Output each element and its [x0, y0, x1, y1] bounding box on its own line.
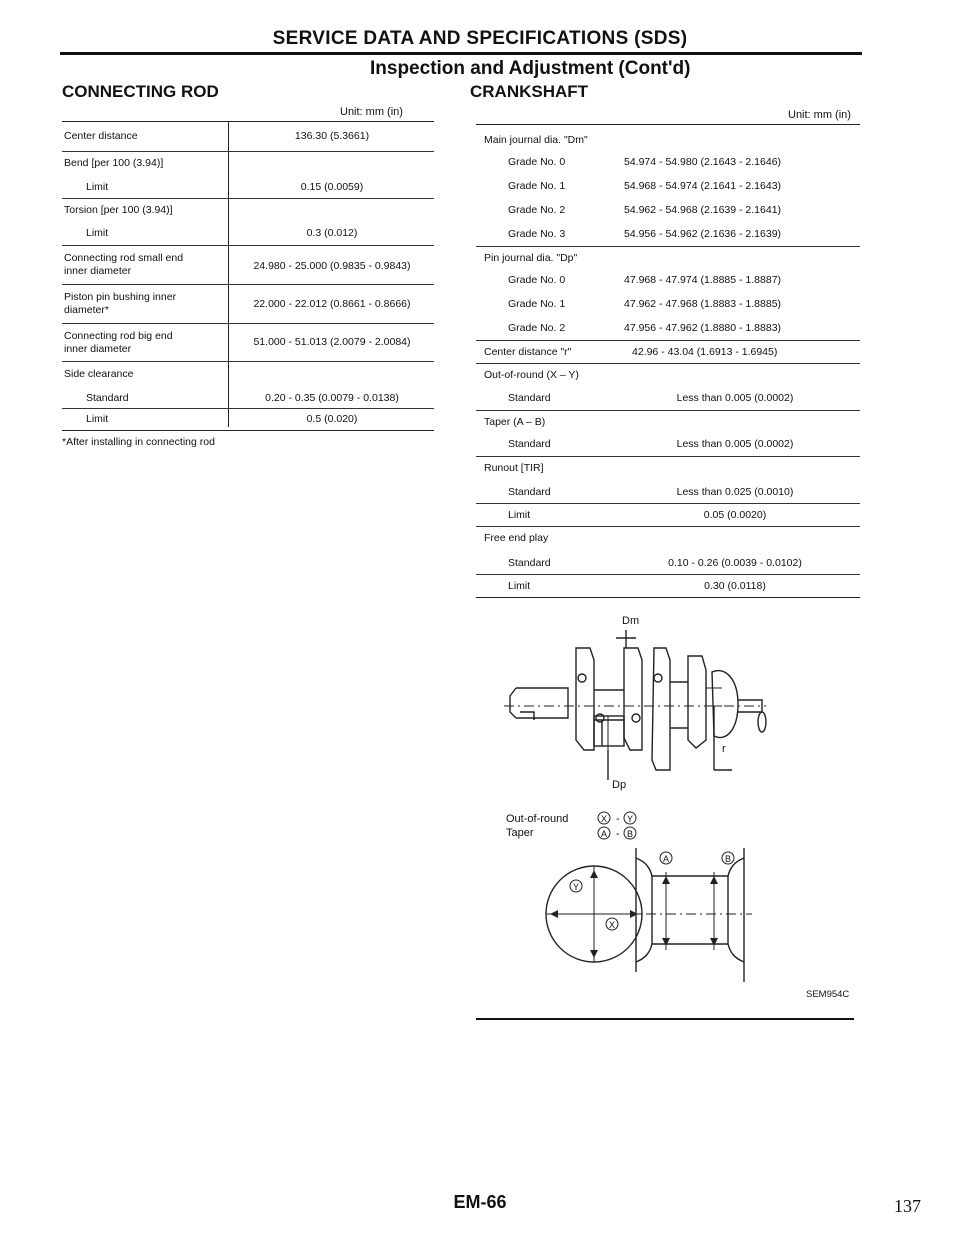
- row-rule: [62, 323, 434, 324]
- row-label: Center distance: [64, 130, 138, 142]
- row-rule: [476, 503, 860, 504]
- row-rule: [476, 456, 860, 457]
- row-value: 136.30 (5.3661): [294, 130, 370, 142]
- a-marker-letter: A: [600, 829, 608, 839]
- table-top-rule: [62, 121, 434, 122]
- row-rule: [476, 574, 860, 575]
- row-label: Center distance "r": [484, 346, 572, 358]
- y-marker-letter: Y: [626, 814, 634, 824]
- row-label: Limit: [508, 580, 531, 592]
- row-label: Grade No. 2: [508, 204, 566, 216]
- row-value: 42.96 - 43.04 (1.6913 - 1.6945): [632, 346, 778, 358]
- footnote: *After installing in connecting rod: [62, 436, 215, 448]
- row-label: Limit: [86, 413, 109, 425]
- page-subtitle: Inspection and Adjustment (Cont'd): [370, 58, 691, 79]
- row-label: Standard: [508, 486, 551, 498]
- row-value: 0.3 (0.012): [306, 227, 358, 239]
- row-label: Standard: [508, 392, 551, 404]
- y-marker-letter: Y: [572, 882, 580, 892]
- row-label: Taper (A – B): [484, 416, 546, 428]
- row-value: 0.15 (0.0059): [300, 181, 364, 193]
- row-value: 54.962 - 54.968 (2.1639 - 2.1641): [624, 204, 782, 216]
- row-label: Limit: [86, 181, 109, 193]
- journal-ends: [652, 876, 728, 944]
- row-value: 24.980 - 25.000 (0.9835 - 0.9843): [253, 260, 411, 272]
- row-label: Connecting rod big end: [64, 330, 173, 342]
- r-dim-ticks: [706, 688, 722, 706]
- crankshaft-diagram: [476, 600, 866, 1000]
- row-label: Grade No. 1: [508, 180, 566, 192]
- row-value: 54.956 - 54.962 (2.1636 - 2.1639): [624, 228, 782, 240]
- row-rule: [476, 246, 860, 247]
- row-rule: [476, 526, 860, 527]
- x-marker-letter: X: [608, 920, 616, 930]
- row-label: Connecting rod small end: [64, 252, 184, 264]
- row-label: Standard: [508, 557, 551, 569]
- rear-flange-end: [758, 712, 766, 732]
- row-label: Standard: [508, 438, 551, 450]
- figure-bottom-rule: [476, 1018, 854, 1020]
- row-label: Side clearance: [64, 368, 134, 380]
- connecting-rod-unit: Unit: mm (in): [340, 106, 403, 118]
- row-value: Less than 0.005 (0.0002): [676, 438, 794, 450]
- row-label: Main journal dia. "Dm": [484, 134, 588, 146]
- dash: -: [616, 813, 620, 825]
- row-label: Piston pin bushing inner: [64, 291, 177, 303]
- row-value: 51.000 - 51.013 (2.0079 - 2.0084): [253, 336, 411, 348]
- row-value: 0.10 - 0.26 (0.0039 - 0.0102): [668, 557, 802, 569]
- row-label: Limit: [508, 509, 531, 521]
- page-title: SERVICE DATA AND SPECIFICATIONS (SDS): [272, 28, 688, 49]
- row-label: Runout [TIR]: [484, 462, 544, 474]
- row-label: Standard: [86, 392, 129, 404]
- connecting-rod-heading: CONNECTING ROD: [62, 82, 219, 101]
- row-value: 47.962 - 47.968 (1.8883 - 1.8885): [624, 298, 782, 310]
- row-value: 47.956 - 47.962 (1.8880 - 1.8883): [624, 322, 782, 334]
- crankshaft-unit: Unit: mm (in): [788, 109, 851, 121]
- crank-web: [624, 648, 642, 750]
- figure-code: SEM954C: [806, 989, 850, 1000]
- row-rule: [62, 151, 434, 152]
- row-label: Bend [per 100 (3.94)]: [64, 157, 164, 169]
- row-rule: [476, 363, 860, 364]
- page-label: EM-66: [453, 1192, 507, 1212]
- row-rule: [62, 408, 434, 409]
- row-rule: [476, 410, 860, 411]
- table-bottom-rule: [476, 597, 860, 598]
- journal-bottom-edge: [636, 944, 744, 962]
- dash: -: [616, 828, 620, 840]
- row-rule: [62, 284, 434, 285]
- crank-web: [652, 648, 670, 770]
- title-rule: [60, 52, 862, 55]
- row-value: 0.30 (0.0118): [704, 580, 766, 592]
- keyway: [520, 712, 534, 720]
- row-label: Limit: [86, 227, 109, 239]
- main-journal: [670, 682, 688, 728]
- x-marker-letter: X: [600, 814, 608, 824]
- table-top-rule: [476, 124, 860, 125]
- row-label: Grade No. 2: [508, 322, 566, 334]
- dm-label: Dm: [622, 615, 640, 627]
- row-value: 54.968 - 54.974 (2.1641 - 2.1643): [624, 180, 782, 192]
- row-label: Free end play: [484, 532, 549, 544]
- oil-hole: [596, 714, 604, 722]
- taper-label: Taper: [506, 827, 534, 839]
- table-column-divider: [228, 121, 229, 427]
- crank-web: [712, 671, 738, 738]
- row-value: 0.20 - 0.35 (0.0079 - 0.0138): [265, 392, 399, 404]
- a-marker-letter: A: [662, 854, 670, 864]
- row-label: inner diameter: [64, 265, 132, 277]
- out-of-round-label: Out-of-round: [506, 813, 569, 825]
- crank-web: [576, 648, 594, 750]
- row-rule: [476, 340, 860, 341]
- b-marker-letter: B: [724, 854, 732, 864]
- r-label: r: [722, 743, 726, 755]
- crank-web: [688, 656, 706, 748]
- dp-label: Dp: [612, 779, 627, 791]
- row-rule: [62, 361, 434, 362]
- oil-hole: [632, 714, 640, 722]
- taper-arrows: [662, 876, 718, 946]
- taper-dimension-lines: [666, 872, 714, 950]
- row-label: Out-of-round (X – Y): [484, 369, 579, 381]
- row-value: 0.5 (0.020): [306, 413, 358, 425]
- crankshaft-heading: CRANKSHAFT: [470, 82, 589, 101]
- row-value: 0.05 (0.0020): [703, 509, 767, 521]
- front-snout: [510, 688, 568, 718]
- row-value: 54.974 - 54.980 (2.1643 - 2.1646): [624, 156, 782, 168]
- row-value: Less than 0.025 (0.0010): [676, 486, 794, 498]
- row-value: 47.968 - 47.974 (1.8885 - 1.8887): [624, 274, 782, 286]
- row-rule: [62, 198, 434, 199]
- row-label: Grade No. 3: [508, 228, 566, 240]
- row-label: Torsion [per 100 (3.94)]: [64, 204, 173, 216]
- row-value: Less than 0.005 (0.0002): [676, 392, 794, 404]
- row-value: 22.000 - 22.012 (0.8661 - 0.8666): [253, 298, 411, 310]
- row-label: Pin journal dia. "Dp": [484, 252, 578, 264]
- row-label: Grade No. 0: [508, 274, 566, 286]
- row-rule: [62, 245, 434, 246]
- row-label: inner diameter: [64, 343, 132, 355]
- row-label: diameter*: [64, 304, 109, 316]
- page-number: 137: [894, 1196, 921, 1216]
- row-label: Grade No. 1: [508, 298, 566, 310]
- table-bottom-rule: [62, 430, 434, 431]
- dm-leader: [616, 630, 636, 648]
- b-marker-letter: B: [626, 829, 634, 839]
- row-label: Grade No. 0: [508, 156, 566, 168]
- oil-hole: [578, 674, 586, 682]
- oil-hole: [654, 674, 662, 682]
